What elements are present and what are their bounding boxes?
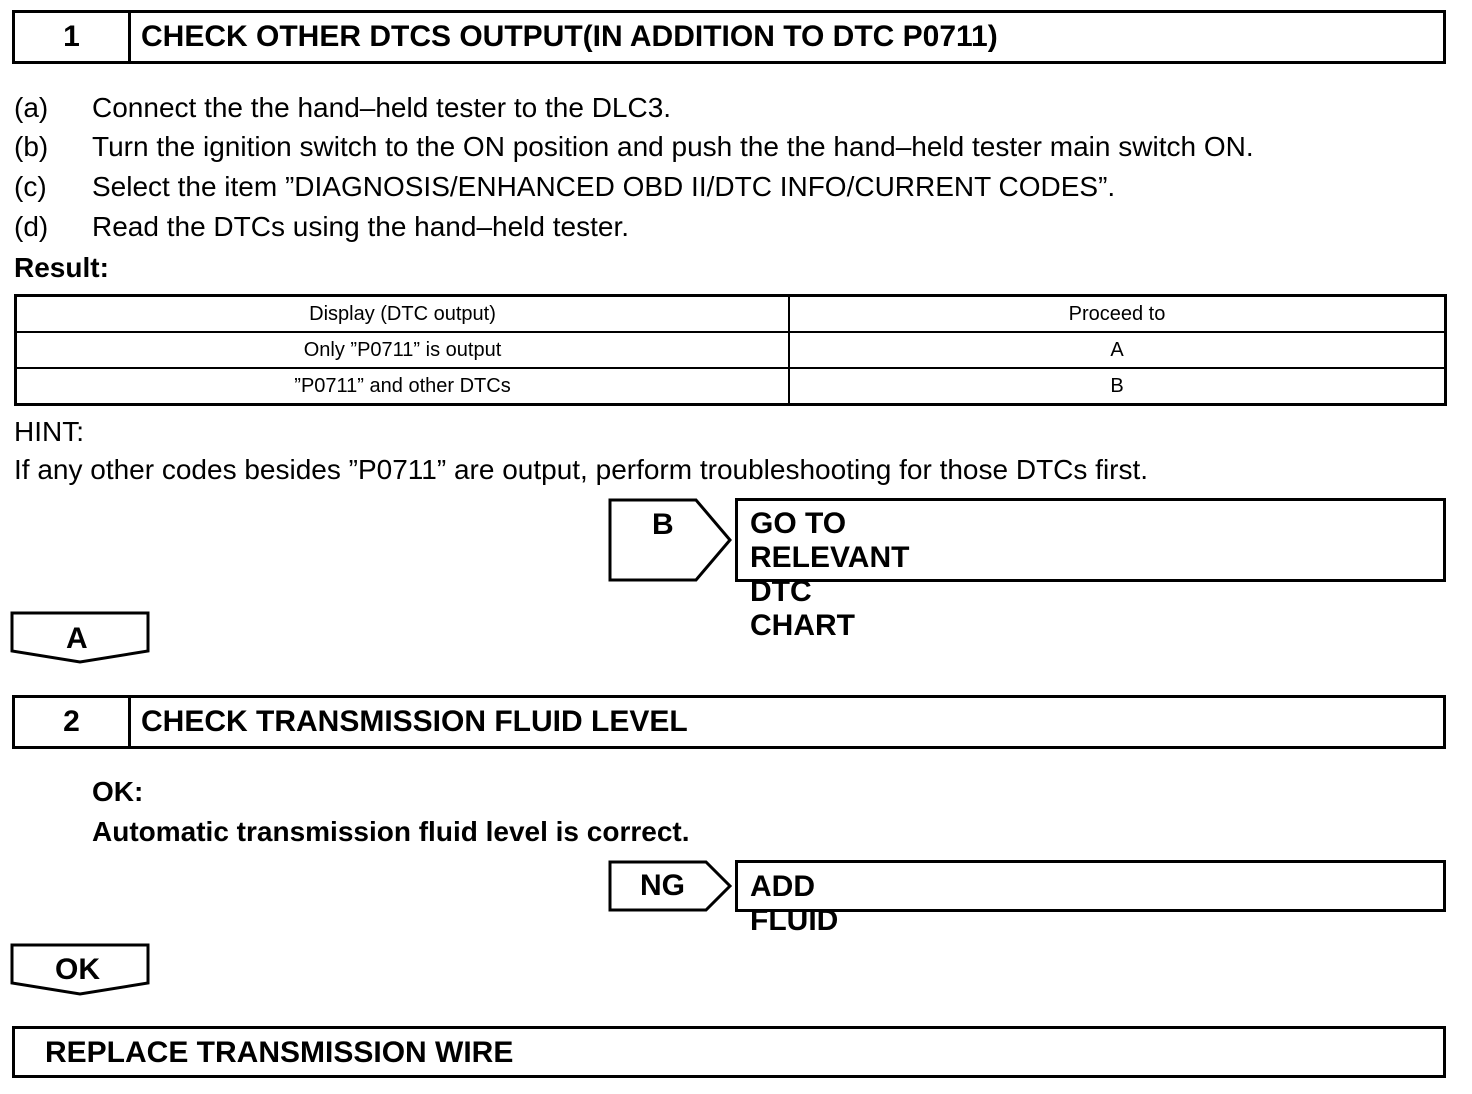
item-label: (b) xyxy=(14,131,49,162)
item-text: Read the DTCs using the hand–held tester. xyxy=(92,211,630,242)
table-cell: A xyxy=(789,332,1446,368)
result-label: Result: xyxy=(14,252,109,283)
final-action-box xyxy=(12,1026,1446,1078)
ok-label: OK: xyxy=(92,776,144,807)
branch-ng-code: NG xyxy=(640,869,685,902)
table-cell: B xyxy=(789,368,1446,405)
branch-b-code: B xyxy=(652,508,674,541)
item-label: (d) xyxy=(14,211,49,242)
hint-label: HINT: xyxy=(14,416,84,447)
step1-item-b xyxy=(14,131,1254,163)
table-cell: ”P0711” and other DTCs xyxy=(16,368,790,405)
table-row xyxy=(16,332,1446,368)
step1-item-c xyxy=(14,171,1115,203)
hint-text: If any other codes besides ”P0711” are output, perform troubleshooting for those DTCs first. xyxy=(14,454,1149,485)
table-header-row xyxy=(16,296,1446,333)
continue-a-code: A xyxy=(66,622,88,655)
item-text: Select the item ”DIAGNOSIS/ENHANCED OBD II/DTC INFO/CURRENT CODES”. xyxy=(92,171,1116,202)
step2-header xyxy=(12,695,1446,749)
step1-title: CHECK OTHER DTCS OUTPUT(IN ADDITION TO DTC P0711) xyxy=(141,20,998,53)
step1-number: 1 xyxy=(15,13,131,61)
continue-ok-code: OK xyxy=(55,953,100,986)
final-action: REPLACE TRANSMISSION WIRE xyxy=(45,1036,514,1069)
table-row xyxy=(16,368,1446,405)
item-text: Turn the ignition switch to the ON position and push the the hand–held tester main switch ON. xyxy=(92,131,1254,162)
branch-ng-action: ADD FLUID xyxy=(750,870,839,937)
branch-ng-action-box xyxy=(735,860,1446,937)
ok-text: Automatic transmission fluid level is correct. xyxy=(92,816,690,847)
table-header-proceed: Proceed to xyxy=(789,296,1446,333)
item-label: (c) xyxy=(14,171,47,202)
step1-header xyxy=(12,10,1446,64)
step1-item-d xyxy=(14,211,629,243)
step2-number: 2 xyxy=(15,698,131,746)
branch-b-action: GO TO RELEVANT DTC CHART xyxy=(750,507,910,642)
result-table xyxy=(14,294,1447,406)
item-text: Connect the the hand–held tester to the DLC3. xyxy=(92,92,672,123)
branch-b-action-box xyxy=(735,498,1446,642)
table-header-display: Display (DTC output) xyxy=(16,296,790,333)
item-label: (a) xyxy=(14,92,49,123)
step2-title: CHECK TRANSMISSION FLUID LEVEL xyxy=(141,705,688,738)
step1-item-a xyxy=(14,92,671,124)
table-cell: Only ”P0711” is output xyxy=(16,332,790,368)
